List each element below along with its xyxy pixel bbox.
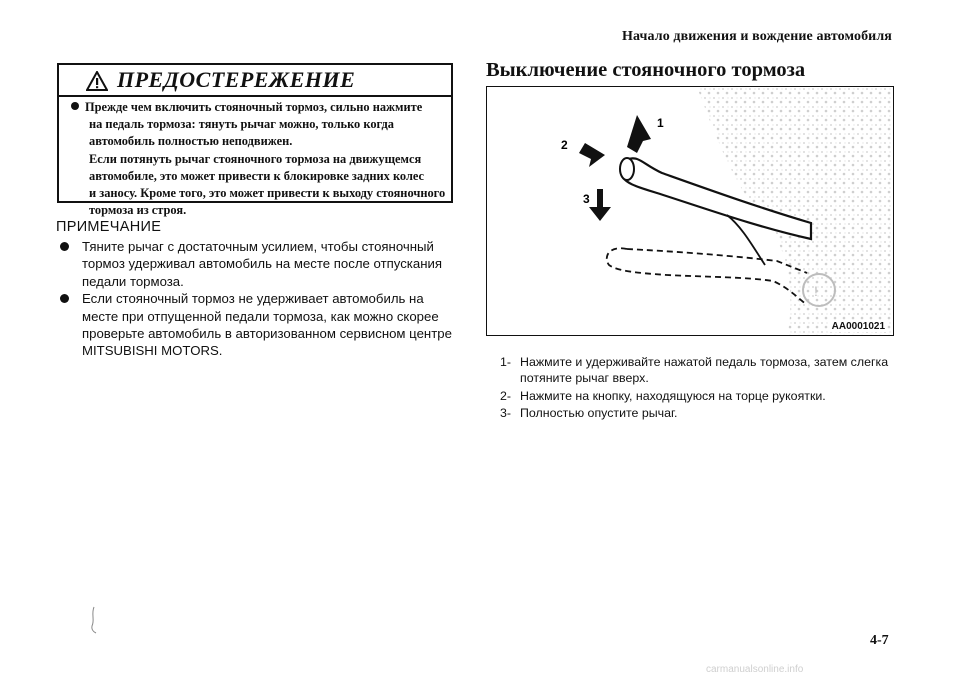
warning-title: ПРЕДОСТЕРЕЖЕНИЕ xyxy=(117,67,356,92)
arrow-1-icon xyxy=(627,115,651,153)
warning-line: на педаль тормоза: тянуть рычаг можно, только когда xyxy=(89,117,394,132)
warning-line: Прежде чем включить стояночный тормоз, сильно нажмите xyxy=(71,99,447,116)
warning-triangle-icon xyxy=(86,71,108,91)
page-scan-mark xyxy=(88,606,98,634)
note-item: Тяните рычаг с достаточным усилием, чтобы стояночный тормоз удерживал автомобиль на месте после отпускания педали тормоза. xyxy=(56,238,456,290)
warning-line: автомобиль полностью неподвижен. xyxy=(89,134,293,149)
note-item: Если стояночный тормоз не удерживает автомобиль на месте при отпущенной педали тормоза, как можно скорее проверьте автомобиль в авторизованном сервисном центре MITSUBISHI MOTORS. xyxy=(56,290,456,360)
callout-2: 2 xyxy=(561,138,568,152)
bullet-icon xyxy=(60,242,69,251)
svg-text:!: ! xyxy=(814,283,818,299)
section-title: Выключение стояночного тормоза xyxy=(486,59,806,81)
warning-title-bar xyxy=(59,65,451,97)
note-list xyxy=(56,238,456,360)
page-number: 4-7 xyxy=(870,633,889,648)
step-item: 2- Нажмите на кнопку, находящуюся на торце рукоятки. xyxy=(500,388,826,403)
warning-line: Если потянуть рычаг стояночного тормоза на движущемся xyxy=(89,151,422,166)
bullet-icon xyxy=(71,102,79,110)
step-item: 3- Полностью опустите рычаг. xyxy=(500,406,678,421)
running-header: Начало движения и вождение автомобиля xyxy=(622,29,892,44)
warning-line: тормоза из строя. xyxy=(89,203,187,218)
step-item: 1- Нажмите и удерживайте нажатой педаль тормоза, затем слегка потяните рычаг вверх. xyxy=(500,355,889,386)
release-button xyxy=(620,158,634,180)
watermark: carmanualsonline.info xyxy=(706,664,804,675)
arrow-2-icon xyxy=(579,143,605,167)
warning-box xyxy=(57,63,453,218)
callout-3: 3 xyxy=(583,192,590,206)
callout-1: 1 xyxy=(657,116,664,130)
parking-brake-illustration xyxy=(486,86,894,336)
warning-line: и заносу. Кроме того, это может привести к выходу стояночного xyxy=(89,186,446,201)
illustration-drawing xyxy=(487,87,894,336)
figure-code: AA0001021 xyxy=(831,321,885,332)
bullet-icon xyxy=(60,294,69,303)
warning-text xyxy=(71,99,447,219)
note-heading: ПРИМЕЧАНИЕ xyxy=(56,219,162,235)
arrow-3-icon xyxy=(589,189,611,221)
warning-line: автомобиле, это может привести к блокировке задних колес xyxy=(89,168,425,183)
steps-list xyxy=(500,354,900,423)
